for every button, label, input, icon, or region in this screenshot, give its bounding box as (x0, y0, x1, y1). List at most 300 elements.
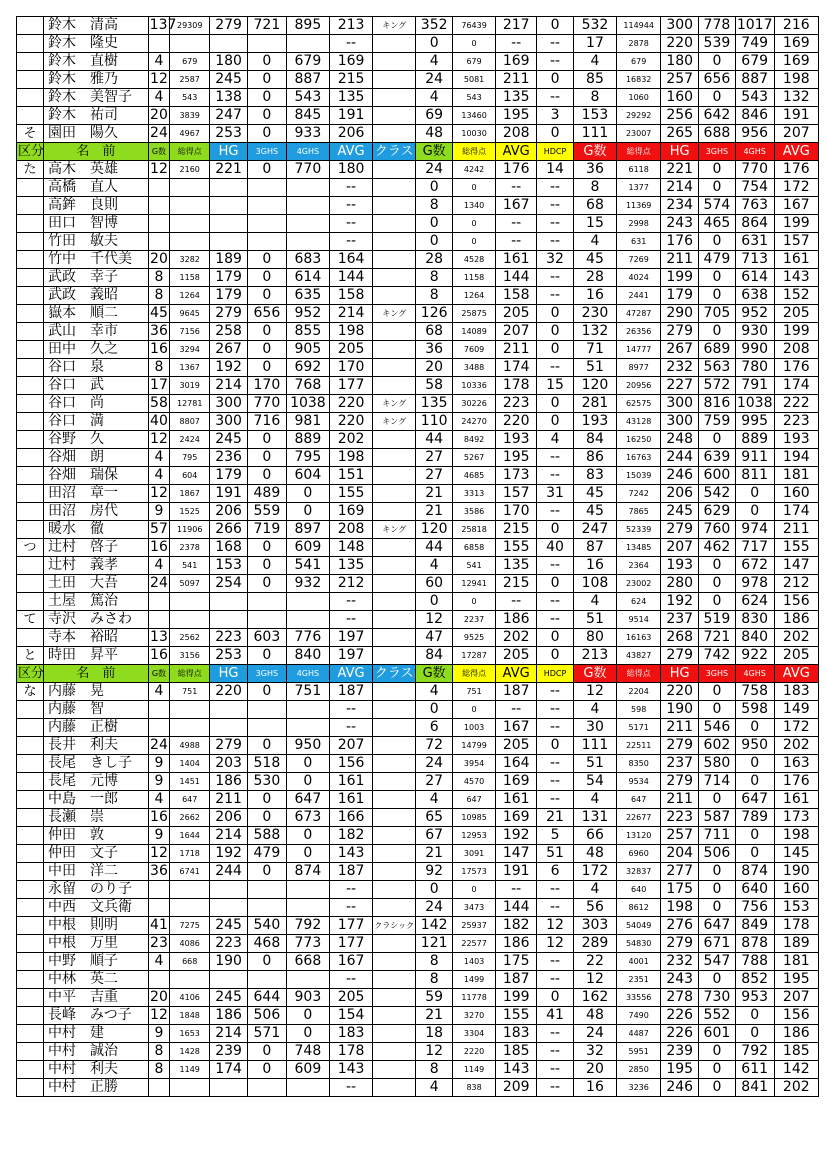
value-cell: 14777 (617, 341, 661, 359)
value-cell: 668 (170, 953, 210, 971)
value-cell: 0 (699, 593, 736, 611)
value-cell: 0 (699, 971, 736, 989)
value-cell: 0 (247, 341, 286, 359)
name-cell: 鈴木 雅乃 (43, 71, 148, 89)
value-cell: 187 (329, 863, 372, 881)
name-cell: 武政 幸子 (43, 269, 148, 287)
value-cell: 174 (210, 1061, 248, 1079)
table-row (17, 827, 819, 845)
name-cell: 土屋 篤治 (43, 593, 148, 611)
group-cell: と (17, 647, 44, 665)
value-cell: 635 (286, 287, 329, 305)
value-cell: 711 (699, 827, 736, 845)
value-cell (148, 35, 170, 53)
value-cell: 0 (537, 71, 574, 89)
value-cell: 588 (247, 827, 286, 845)
value-cell (373, 341, 416, 359)
value-cell: 11369 (617, 197, 661, 215)
value-cell: 142 (774, 1061, 818, 1079)
value-cell: 0 (699, 575, 736, 593)
group-cell (17, 287, 44, 305)
value-cell: 211 (661, 791, 699, 809)
group-cell (17, 71, 44, 89)
value-cell (373, 575, 416, 593)
value-cell: -- (537, 719, 574, 737)
value-cell: 0 (416, 701, 453, 719)
value-cell: 587 (699, 809, 736, 827)
value-cell (148, 701, 170, 719)
value-cell: 0 (453, 881, 496, 899)
group-cell (17, 1079, 44, 1097)
value-cell: 25818 (453, 521, 496, 539)
value-cell: 183 (329, 1025, 372, 1043)
value-cell: 0 (699, 53, 736, 71)
group-cell (17, 557, 44, 575)
value-cell: 1017 (736, 17, 773, 33)
value-cell: 211 (774, 521, 818, 539)
value-cell: 84 (573, 431, 616, 449)
value-cell: 647 (735, 791, 774, 809)
table-row (17, 269, 819, 287)
value-cell: 207 (774, 989, 818, 1007)
table-row (17, 521, 819, 539)
value-cell: 183 (774, 683, 818, 701)
value-cell: 161 (329, 773, 372, 791)
value-cell: 32 (537, 251, 574, 269)
value-cell: 215 (329, 71, 372, 89)
value-cell: 4 (148, 953, 170, 971)
value-cell: キング (373, 413, 416, 431)
value-cell: 719 (247, 521, 286, 539)
value-cell: 187 (329, 683, 372, 701)
value-cell: 135 (416, 395, 453, 413)
value-cell: 4106 (170, 989, 210, 1007)
value-cell: 895 (286, 17, 329, 35)
value-cell: 0 (453, 233, 496, 251)
value-cell: 220 (661, 683, 699, 701)
value-cell: 4 (573, 881, 616, 899)
value-cell: -- (537, 89, 574, 107)
value-cell: 8 (416, 269, 453, 287)
value-cell: 17573 (453, 863, 496, 881)
value-cell: 239 (661, 1043, 699, 1061)
value-cell: 221 (661, 161, 699, 179)
value-cell: 16163 (617, 629, 661, 647)
value-cell: 751 (286, 683, 329, 701)
value-cell: 41 (150, 917, 168, 933)
value-cell: 12 (150, 71, 168, 87)
value-cell: 161 (496, 251, 537, 269)
value-cell: 199 (496, 989, 537, 1007)
value-cell: 598 (735, 701, 774, 719)
value-cell: 246 (661, 1079, 699, 1097)
value-cell: 0 (735, 773, 774, 791)
group-cell (17, 359, 44, 377)
value-cell: 267 (210, 341, 248, 359)
value-cell: 191 (329, 107, 372, 125)
value-cell: 0 (735, 1025, 774, 1043)
value-cell: 192 (210, 845, 248, 863)
value-cell: 758 (735, 683, 774, 701)
value-cell: 0 (699, 161, 736, 179)
value-cell: -- (537, 773, 574, 791)
value-cell: 751 (170, 683, 210, 701)
value-cell: 205 (496, 647, 537, 665)
value-cell (210, 881, 248, 899)
value-cell: -- (537, 35, 574, 53)
header-cell: 4GHS (286, 143, 329, 161)
value-cell: 176 (774, 773, 818, 791)
value-cell (210, 899, 248, 917)
value-cell: 143 (329, 1061, 372, 1079)
value-cell: 12 (150, 161, 168, 177)
value-cell: 17 (150, 377, 168, 393)
value-cell: 3156 (170, 647, 210, 665)
value-cell: 647 (286, 791, 329, 809)
value-cell: 279 (661, 737, 699, 755)
value-cell: 2562 (170, 629, 210, 647)
value-cell (286, 881, 329, 899)
value-cell: 2998 (617, 215, 661, 233)
group-cell (17, 701, 44, 719)
value-cell: 190 (210, 953, 248, 971)
header-cell: クラス (373, 143, 416, 161)
value-cell: 903 (286, 989, 329, 1007)
value-cell: 3313 (453, 485, 496, 503)
value-cell (373, 359, 416, 377)
value-cell: 609 (286, 539, 329, 557)
value-cell (148, 611, 170, 629)
value-cell: 214 (329, 305, 372, 323)
value-cell (247, 611, 286, 629)
value-cell: クラシック (373, 917, 416, 935)
value-cell: 16763 (617, 449, 661, 467)
value-cell: 20956 (617, 377, 661, 395)
value-cell: 465 (699, 215, 736, 233)
value-cell: 108 (573, 575, 616, 593)
value-cell: 209 (496, 1079, 537, 1097)
value-cell: 12 (416, 1043, 453, 1061)
value-cell: 679 (170, 53, 210, 71)
group-cell (17, 881, 44, 899)
value-cell: 0 (286, 503, 329, 521)
value-cell: 215 (496, 521, 537, 539)
value-cell: 220 (329, 413, 372, 431)
value-cell: 672 (735, 557, 774, 575)
value-cell (210, 701, 248, 719)
value-cell (373, 287, 416, 305)
table-row (17, 431, 819, 449)
value-cell: 642 (699, 107, 736, 125)
value-cell: 199 (774, 215, 818, 233)
value-cell: 27 (416, 773, 453, 791)
value-cell: -- (496, 179, 537, 197)
value-cell: 604 (286, 467, 329, 485)
value-cell: 47287 (617, 305, 661, 323)
value-cell: 950 (735, 737, 774, 755)
value-cell: -- (496, 881, 537, 899)
value-cell: 16 (150, 809, 168, 825)
value-cell: 245 (210, 917, 248, 935)
value-cell: 8 (148, 287, 170, 305)
value-cell: 8 (148, 1061, 170, 1079)
name-cell: 中村 建 (43, 1025, 148, 1043)
group-cell: つ (17, 539, 44, 557)
value-cell: -- (496, 215, 537, 233)
value-cell (210, 233, 248, 251)
value-cell: 236 (210, 449, 248, 467)
value-cell: 4 (148, 53, 170, 71)
table-row (17, 575, 819, 593)
group-cell (17, 1007, 44, 1025)
value-cell: 12 (150, 485, 168, 501)
value-cell: 563 (699, 359, 736, 377)
value-cell (247, 179, 286, 197)
group-cell (17, 485, 44, 503)
value-cell: 4 (148, 791, 170, 809)
name-cell: 高橋 直人 (43, 179, 148, 197)
value-cell: 193 (573, 413, 616, 431)
value-cell: 162 (573, 989, 616, 1007)
value-cell: 290 (661, 305, 699, 323)
group-cell (17, 431, 44, 449)
value-cell (373, 449, 416, 467)
name-cell: 辻村 義孝 (43, 557, 148, 575)
value-cell (247, 215, 286, 233)
value-cell: 47 (416, 629, 453, 647)
value-cell: 22511 (617, 737, 661, 755)
value-cell (286, 1079, 329, 1097)
group-cell (17, 449, 44, 467)
value-cell: 161 (774, 791, 818, 809)
value-cell: 647 (453, 791, 496, 809)
value-cell (373, 683, 416, 701)
value-cell (373, 1061, 416, 1079)
value-cell: 23007 (617, 125, 661, 143)
value-cell: 4570 (453, 773, 496, 791)
value-cell: 0 (286, 845, 329, 863)
value-cell: 543 (735, 89, 774, 107)
header-cell: 3GHS (247, 143, 286, 161)
table-row (17, 17, 819, 35)
value-cell: 144 (496, 899, 537, 917)
value-cell: 161 (329, 791, 372, 809)
value-cell: 300 (661, 17, 699, 35)
name-cell: 鈴木 清高 (43, 17, 148, 35)
value-cell: 631 (617, 233, 661, 251)
header-cell: AVG (329, 665, 372, 683)
value-cell: 16 (573, 557, 616, 575)
value-cell: 205 (774, 305, 818, 323)
value-cell: 114944 (617, 17, 661, 35)
group-cell (17, 107, 44, 125)
group-cell (17, 341, 44, 359)
value-cell (247, 701, 286, 719)
value-cell: 3954 (453, 755, 496, 773)
value-cell: 489 (247, 485, 286, 503)
value-cell: 3 (537, 107, 574, 125)
name-cell: 中村 誠治 (43, 1043, 148, 1061)
value-cell (373, 701, 416, 719)
value-cell: 0 (699, 323, 736, 341)
value-cell: 673 (286, 809, 329, 827)
value-cell: 180 (661, 53, 699, 71)
value-cell: 1718 (170, 845, 210, 863)
table-row (17, 1025, 819, 1043)
value-cell: 51 (573, 755, 616, 773)
group-cell (17, 467, 44, 485)
value-cell: 7156 (170, 323, 210, 341)
name-cell: 竹田 敏夫 (43, 233, 148, 251)
value-cell: 207 (329, 737, 372, 755)
table-row (17, 539, 819, 557)
group-cell (17, 89, 44, 107)
value-cell: 749 (735, 35, 774, 53)
value-cell (170, 701, 210, 719)
value-cell (373, 827, 416, 845)
value-cell: 0 (699, 89, 736, 107)
value-cell: 887 (735, 71, 774, 89)
value-cell: 211 (496, 341, 537, 359)
value-cell: -- (537, 53, 574, 71)
name-cell: 暖水 徹 (43, 521, 148, 539)
group-cell (17, 413, 44, 431)
value-cell: 153 (774, 899, 818, 917)
value-cell: 15 (537, 377, 574, 395)
value-cell: -- (537, 971, 574, 989)
value-cell: 0 (537, 737, 574, 755)
value-cell: 191 (210, 485, 248, 503)
value-cell: 17 (573, 35, 616, 53)
group-cell (17, 845, 44, 863)
value-cell: -- (537, 1079, 574, 1097)
value-cell (286, 899, 329, 917)
value-cell: 278 (661, 989, 699, 1007)
value-cell: 4 (148, 683, 170, 701)
value-cell: 232 (661, 359, 699, 377)
name-cell: 中村 正勝 (43, 1079, 148, 1097)
value-cell: 0 (699, 233, 736, 251)
value-cell: 756 (735, 899, 774, 917)
value-cell (373, 1079, 416, 1097)
table-row (17, 755, 819, 773)
value-cell (148, 971, 170, 989)
value-cell: 855 (286, 323, 329, 341)
value-cell: 58 (150, 395, 168, 411)
value-cell: 0 (699, 431, 736, 449)
value-cell: 208 (329, 521, 372, 539)
value-cell: 279 (661, 935, 699, 953)
value-cell: 8 (416, 971, 453, 989)
value-cell: 8 (148, 269, 170, 287)
value-cell: 776 (286, 629, 329, 647)
header-cell: 3GHS (699, 665, 736, 683)
table-row (17, 773, 819, 791)
value-cell: 167 (496, 197, 537, 215)
value-cell: 25875 (453, 305, 496, 323)
value-cell: 559 (247, 503, 286, 521)
table-row (17, 107, 819, 125)
value-cell: 12 (416, 611, 453, 629)
value-cell: 25937 (453, 917, 496, 935)
value-cell: 0 (247, 125, 286, 143)
value-cell (286, 701, 329, 719)
value-cell: 214 (210, 1025, 248, 1043)
value-cell: 279 (661, 647, 699, 665)
value-cell: 176 (774, 359, 818, 377)
name-cell: 中村 利夫 (43, 1061, 148, 1079)
value-cell: 2204 (617, 683, 661, 701)
table-row (17, 215, 819, 233)
value-cell: 44 (416, 539, 453, 557)
name-cell: 永留 のり子 (43, 881, 148, 899)
value-cell (373, 377, 416, 395)
value-cell: 143 (774, 269, 818, 287)
value-cell: 152 (774, 287, 818, 305)
value-cell: 68 (416, 323, 453, 341)
value-cell: 0 (699, 1043, 736, 1061)
value-cell: 300 (661, 395, 699, 413)
value-cell: 4 (416, 557, 453, 575)
value-cell: 276 (661, 917, 699, 935)
header-cell: AVG (774, 665, 818, 683)
header-cell: AVG (496, 665, 537, 683)
value-cell: 92 (416, 863, 453, 881)
header-cell: HG (661, 665, 699, 683)
value-cell: 4024 (617, 269, 661, 287)
value-cell: 180 (329, 161, 372, 179)
value-cell: 24 (150, 575, 168, 591)
value-cell: 609 (286, 1061, 329, 1079)
value-cell: 211 (496, 71, 537, 89)
value-cell: 177 (329, 377, 372, 395)
group-cell (17, 179, 44, 197)
name-cell: 長尾 元博 (43, 773, 148, 791)
value-cell: 572 (699, 377, 736, 395)
value-cell (170, 971, 210, 989)
group-cell (17, 773, 44, 791)
value-cell: 48 (416, 125, 453, 143)
value-cell (373, 1025, 416, 1043)
name-cell: 長井 利夫 (43, 737, 148, 755)
value-cell: 199 (774, 323, 818, 341)
value-cell: 24 (416, 161, 453, 179)
value-cell: 212 (774, 575, 818, 593)
header-cell: 3GHS (699, 143, 736, 161)
value-cell (170, 179, 210, 197)
name-cell: 中根 則明 (43, 917, 148, 935)
value-cell: 207 (661, 539, 699, 557)
value-cell: 629 (699, 503, 736, 521)
group-cell: そ (17, 125, 44, 143)
value-cell: 226 (661, 1025, 699, 1043)
value-cell: 21 (416, 845, 453, 863)
value-cell: 21 (537, 809, 574, 827)
value-cell: 889 (735, 431, 774, 449)
name-cell: 谷畑 瑞保 (43, 467, 148, 485)
table-row (17, 899, 819, 917)
value-cell: 0 (699, 557, 736, 575)
value-cell (210, 593, 248, 611)
value-cell: 176 (661, 233, 699, 251)
value-cell: 656 (699, 71, 736, 89)
name-cell: 鈴木 直樹 (43, 53, 148, 71)
value-cell (210, 35, 248, 53)
value-cell: 8807 (170, 413, 210, 431)
value-cell: 0 (247, 323, 286, 341)
value-cell: 279 (210, 17, 248, 35)
value-cell: 205 (329, 341, 372, 359)
